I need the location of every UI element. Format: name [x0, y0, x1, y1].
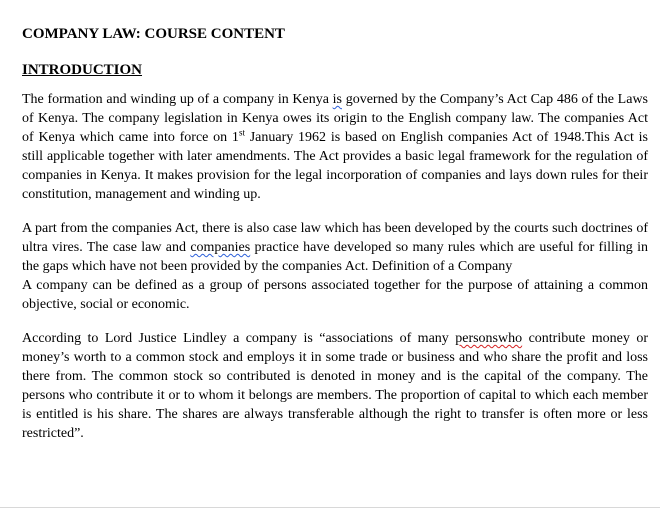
spelling-flag-personswho[interactable]: personswho: [455, 331, 523, 346]
section-heading-introduction: INTRODUCTION: [22, 62, 143, 78]
grammar-flag-is[interactable]: is: [332, 92, 342, 107]
paragraph-3-text-b: contribute money or money’s worth to a common stock and employs it in some trade or business and who share the profit and loss there from. The common stock so contributed is denoted in money and is the capital of the company. The persons who contribute it or to whom it belongs are members. The proportion of capital to which each member is entitled is his share. The shares are always transferable although the right to transfer is often more or less restricted”.: [22, 331, 648, 441]
paragraph-formation: [22, 90, 648, 204]
paragraph-1-text-b: governed by the Company’s Act Cap 486 of the Laws of Kenya. The company legislation in Kenya owes its origin to the English company law. The companies Act of Kenya which came into force on 1: [22, 92, 649, 145]
paragraph-1-text-a: The formation and winding up of a company in Kenya: [22, 92, 333, 107]
paragraph-2-text-b: practice have developed so many rules which are useful for filling in the gaps which have not been provided by the companies Act. Definition of a Company: [22, 240, 648, 274]
grammar-flag-companies[interactable]: companies: [190, 240, 251, 255]
document-title: COMPANY LAW: COURSE CONTENT: [22, 26, 285, 42]
ordinal-suffix: st: [238, 127, 245, 138]
paragraph-1-text-c: January 1962 is based on English companies Act of 1948.This Act is still applicable together with later amendments. The Act provides a basic legal framework for the regulation of companies in Kenya. It makes provision for the legal incorporation of companies and lays down rules for their constitution, management and winding up.: [22, 130, 648, 202]
paragraph-2-text-a: A part from the companies Act, there is also case law which has been developed by the courts such doctrines of ultra vires. The case law and: [22, 221, 648, 255]
paragraph-2-text-c: A company can be defined as a group of persons associated together for the purpose of attaining a common objective, social or economic.: [22, 278, 648, 312]
document-page: [22, 24, 648, 443]
paragraph-spacer: [22, 314, 648, 329]
paragraph-lindley-definition: [22, 329, 648, 443]
paragraph-spacer: [22, 204, 648, 219]
paragraph-3-text-a: According to Lord Justice Lindley a company is “associations of many: [22, 331, 456, 346]
paragraph-case-law: [22, 219, 648, 314]
